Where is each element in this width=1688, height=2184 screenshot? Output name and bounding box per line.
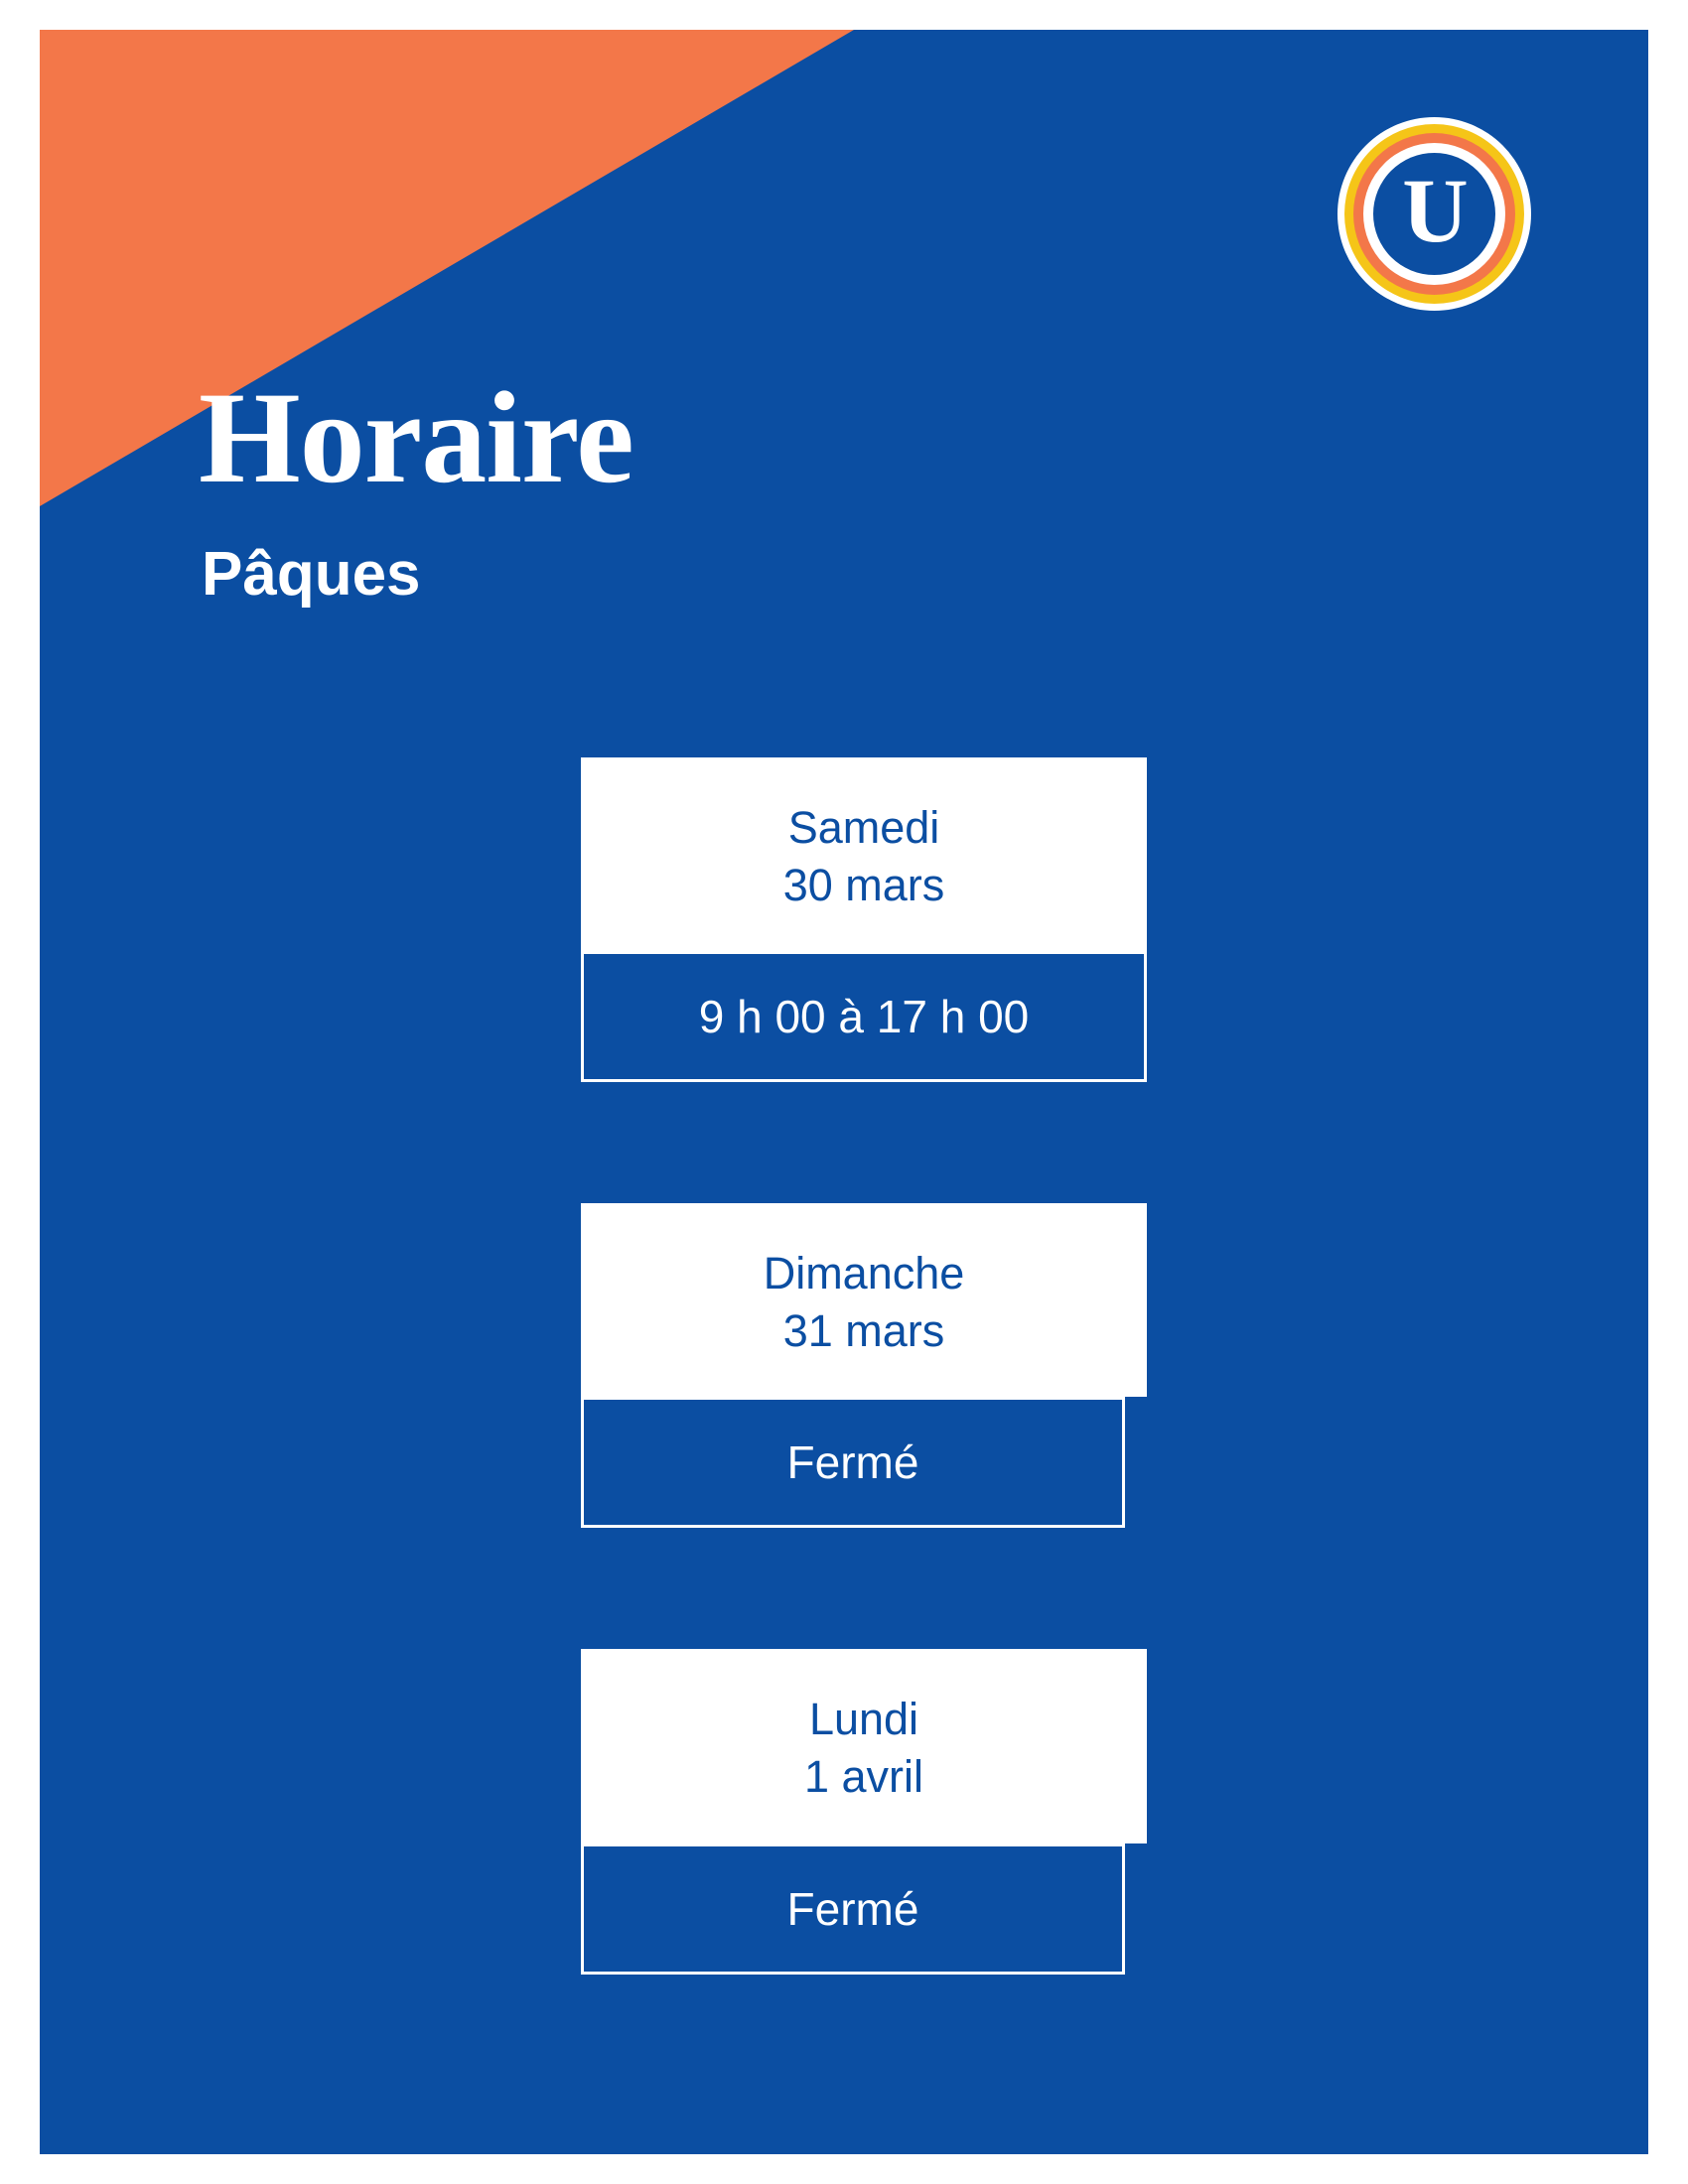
schedule-card — [581, 757, 1147, 1082]
schedule-day: Dimanche — [763, 1248, 965, 1299]
schedule-date: 31 mars — [782, 1304, 945, 1356]
schedule-day: Lundi — [808, 1694, 919, 1745]
page-title: Horaire — [199, 364, 633, 510]
schedule-day: Samedi — [787, 802, 940, 853]
schedule-date: 1 avril — [803, 1750, 924, 1802]
poster — [40, 30, 1648, 2154]
logo-core-icon — [1373, 153, 1495, 275]
schedule-card-date — [581, 1203, 1147, 1397]
page-subtitle: Pâques — [202, 540, 421, 609]
schedule-date: 30 mars — [782, 859, 945, 910]
schedule-hours: Fermé — [581, 1397, 1125, 1528]
university-logo — [1337, 117, 1531, 311]
logo-letter: U — [1402, 159, 1467, 261]
schedule-card-date — [581, 757, 1147, 951]
schedule-hours: Fermé — [581, 1843, 1125, 1975]
schedule-card-date — [581, 1649, 1147, 1843]
schedule-list — [581, 757, 1147, 1975]
schedule-card — [581, 1649, 1147, 1974]
schedule-hours: 9 h 00 à 17 h 00 — [581, 951, 1147, 1082]
schedule-card — [581, 1203, 1147, 1528]
